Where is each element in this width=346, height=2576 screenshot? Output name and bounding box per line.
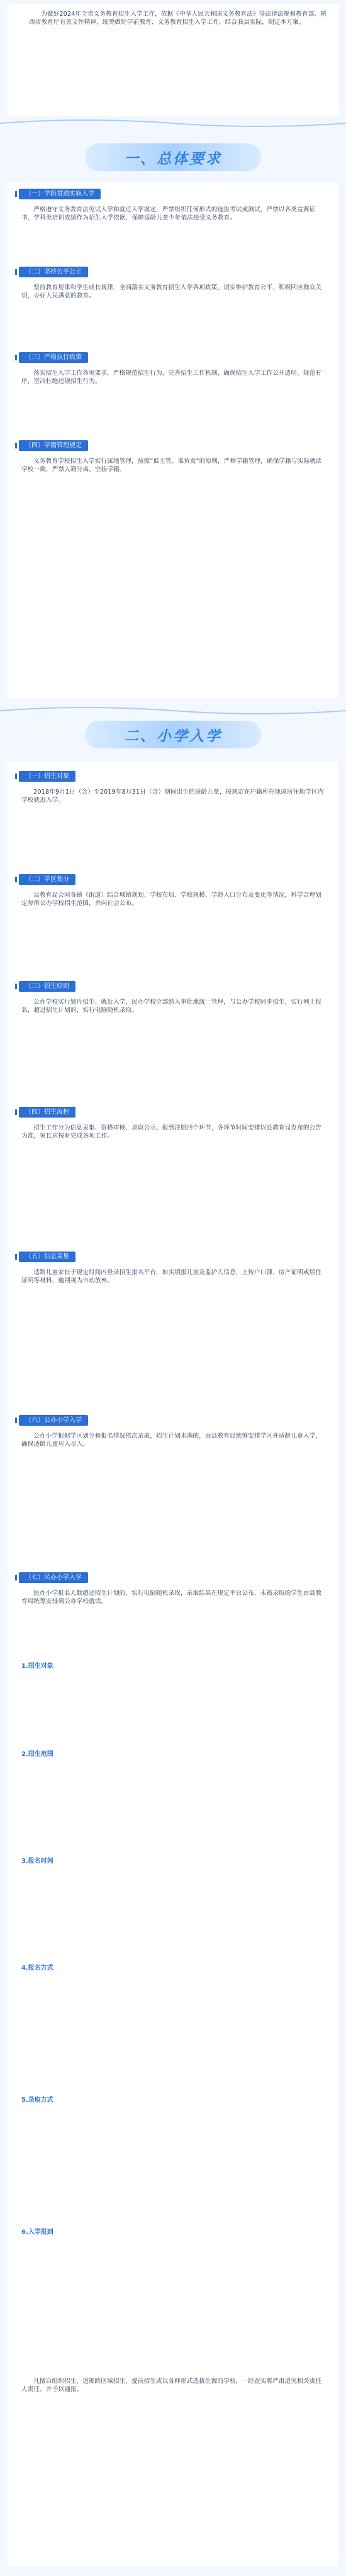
paragraph-4: 义务教育学校招生入学实行属地管理，按照“谁主管、谁负责”的原则，严格学籍管理，确保学籍与实际就读学校一致，严禁人籍分离、空挂学籍。 <box>21 458 322 474</box>
body-block-5 <box>21 788 325 804</box>
body-block-2 <box>21 284 325 300</box>
intro-paragraph: 为做好2024年全省义务教育招生入学工作，依据《中华人民共和国义务教育法》等法律法规和教育部、陕西省教育厅有关文件精神，统筹做好学前教育、义务教育招生入学工作，结合我县实际，制定本方案。 <box>29 11 326 26</box>
section-banner-primary <box>85 721 261 748</box>
body-block-10 <box>21 1432 325 1448</box>
body-block-11 <box>21 1589 325 1606</box>
intro-text-block <box>29 10 332 26</box>
heading-bar-9: （五）信息采集 <box>19 1252 75 1262</box>
subheading-3: 3.报名时间 <box>21 1858 53 1865</box>
body-block-1 <box>21 206 325 222</box>
heading-bar-8: （四）招生流程 <box>19 1107 75 1118</box>
section-card-primary <box>8 761 338 2566</box>
subheading-6: 6.入学报到 <box>21 2229 53 2236</box>
body-block-6 <box>21 891 325 908</box>
heading-bar-5: （一）招生对象 <box>19 771 75 782</box>
body-block-7 <box>21 998 325 1014</box>
heading-bar-1: （一）学段贯通实施入学 <box>19 189 101 199</box>
paragraph-11: 民办小学报名人数超过招生计划的，实行电脑随机录取，录取结果在规定平台公布，未被录取的学生由县教育局统筹安排到公办学校就读。 <box>21 1590 322 1606</box>
intro-card <box>8 4 338 116</box>
paragraph-5: 2018年9月1日（含）至2019年8月31日（含）期间出生的适龄儿童，按规定在户籍所在地或居住地学区内学校就近入学。 <box>21 789 324 804</box>
body-block-9 <box>21 1269 325 1285</box>
section-title-general: 一、总体要求 <box>124 150 222 167</box>
section-title-primary: 二、小学入学 <box>124 727 222 745</box>
paragraph-8: 招生工作分为信息采集、资格审核、录取公示、报到注册四个环节，各环节时间安排以县教育局发布的公告为准，家长应按时完成各项工作。 <box>21 1124 322 1140</box>
body-block-8 <box>21 1124 325 1140</box>
heading-bar-7: （三）招生原则 <box>19 981 75 992</box>
section-banner-general <box>85 143 261 171</box>
heading-bar-4: （四）学籍管理规定 <box>19 440 88 451</box>
paragraph-2: 坚持教育规律和学生成长规律，全面落实义务教育招生入学各项政策，切实维护教育公平，积极回应群众关切，办好人民满意的教育。 <box>21 284 322 300</box>
subheading-1: 1.招生对象 <box>21 1663 53 1670</box>
body-block-4 <box>21 457 325 474</box>
heading-bar-10: （六）公办小学入学 <box>19 1415 88 1426</box>
subheading-2: 2.招生范围 <box>21 1751 53 1758</box>
heading-bar-6: （二）学区划分 <box>19 874 75 885</box>
heading-bar-2: （二）坚持公平公正 <box>19 267 88 277</box>
body-block-3 <box>21 369 325 386</box>
heading-bar-3: （三）严格执行政策 <box>19 352 88 363</box>
paragraph-6: 县教育局会同各镇（街道）结合城镇规划、学校布局、学校规模、学龄人口分布及变化等情况，科学合理划定每所公办学校招生范围，并向社会公布。 <box>21 892 322 908</box>
subheading-5: 5.录取方式 <box>21 2097 53 2104</box>
paragraph-10: 公办小学根据学区划分和报名情况依次录取，招生计划未满的，由县教育局统筹安排学区外适龄儿童入学，确保适龄儿童应入尽入。 <box>21 1433 322 1448</box>
subheading-4: 4.报名方式 <box>21 1965 53 1972</box>
heading-bar-11: （七）民办小学入学 <box>19 1572 88 1583</box>
paragraph-3: 落实招生入学工作各项要求，严格规范招生行为，完善招生工作机制，确保招生入学工作公开透明、规范有序，坚决杜绝违规招生行为。 <box>21 370 322 386</box>
paragraph-9: 适龄儿童家长于规定时间内登录招生报名平台，如实填报儿童及监护人信息，上传户口簿、房产证明或居住证明等材料，逾期视为自动放弃。 <box>21 1269 322 1285</box>
body-block-12 <box>21 2377 325 2394</box>
paragraph-7: 公办学校实行划片招生、就近入学，民办学校全部纳入审批地统一管理，与公办学校同步招生，实行网上报名，超过招生计划的，实行电脑随机录取。 <box>21 999 322 1014</box>
paragraph-12: 凡擅自组织招生、违规跨区域招生、提前招生或以各种形式选拔生源的学校，一经查实将严肃追究相关责任人责任，并予以通报。 <box>21 2378 322 2394</box>
wave-divider <box>0 117 346 130</box>
wave-divider-2 <box>0 704 346 717</box>
paragraph-1: 严格遵守义务教育法免试入学和就近入学规定，严禁组织任何形式的选拔考试或测试，严禁以各类竞赛证书、学科类培训成绩作为招生入学依据，保障适龄儿童少年依法接受义务教育。 <box>21 206 316 222</box>
